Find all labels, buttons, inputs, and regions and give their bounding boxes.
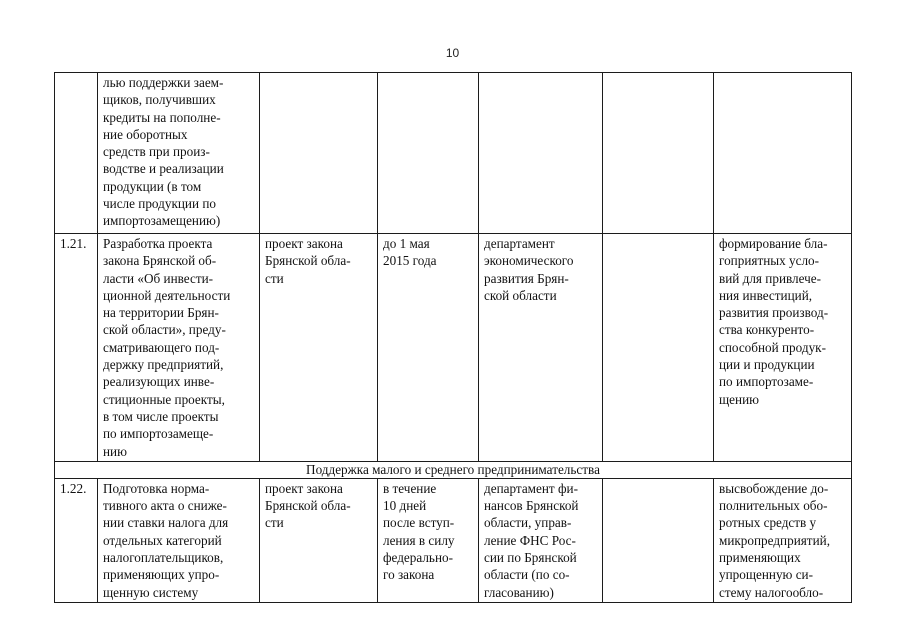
cell-measure: лью поддержки заем- щиков, получивших кредиты на пополне- ние оборотных средств при произ- водстве и реализации продукции (в том числе продукции по импортозамещению): [98, 73, 260, 234]
table-row-continued: [55, 73, 852, 234]
cell-executor: департамент экономического развития Брян- ской области: [479, 234, 603, 462]
cell-deadline: в течение 10 дней после вступ- ления в силу федерально- го закона: [378, 478, 479, 602]
page-number: 10: [445, 46, 460, 60]
section-heading-row: [55, 461, 852, 478]
cell-executor: [479, 73, 603, 234]
cell-measure: Разработка проекта закона Брянской об- ласти «Об инвести- ционной деятельности на территории Брян- ской области», преду- сматривающего под- держку предприятий, реализующих инве- стиционные проекты, в том числе проекты по импортозамеще- нию: [98, 234, 260, 462]
cell-number: [55, 73, 98, 234]
cell-empty: [603, 73, 714, 234]
cell-result: [714, 73, 852, 234]
measures-table: [54, 72, 852, 603]
table-row-1-21: [55, 234, 852, 462]
cell-number: 1.21.: [55, 234, 98, 462]
cell-result: высвобождение до- полнительных обо- ротных средств у микропредприятий, применяющих упрощенную си- стему налогообло-: [714, 478, 852, 602]
cell-result: формирование бла- гоприятных усло- вий для привлече- ния инвестиций, развития производ- ства конкуренто- способной продук- ции и продукции по импортозаме- щению: [714, 234, 852, 462]
cell-empty: [603, 478, 714, 602]
cell-document-type: проект закона Брянской обла- сти: [260, 478, 378, 602]
cell-executor: департамент фи- нансов Брянской области, управ- ление ФНС Рос- сии по Брянской области (по со- гласованию): [479, 478, 603, 602]
cell-measure: Подготовка норма- тивного акта о сниже- нии ставки налога для отдельных категорий налогоплательщиков, применяющих упро- щенную систему: [98, 478, 260, 602]
cell-deadline: до 1 мая 2015 года: [378, 234, 479, 462]
cell-document-type: проект закона Брянской обла- сти: [260, 234, 378, 462]
section-heading: Поддержка малого и среднего предпринимательства: [55, 461, 852, 478]
table-row-1-22: [55, 478, 852, 602]
cell-number: 1.22.: [55, 478, 98, 602]
cell-document-type: [260, 73, 378, 234]
cell-deadline: [378, 73, 479, 234]
cell-empty: [603, 234, 714, 462]
